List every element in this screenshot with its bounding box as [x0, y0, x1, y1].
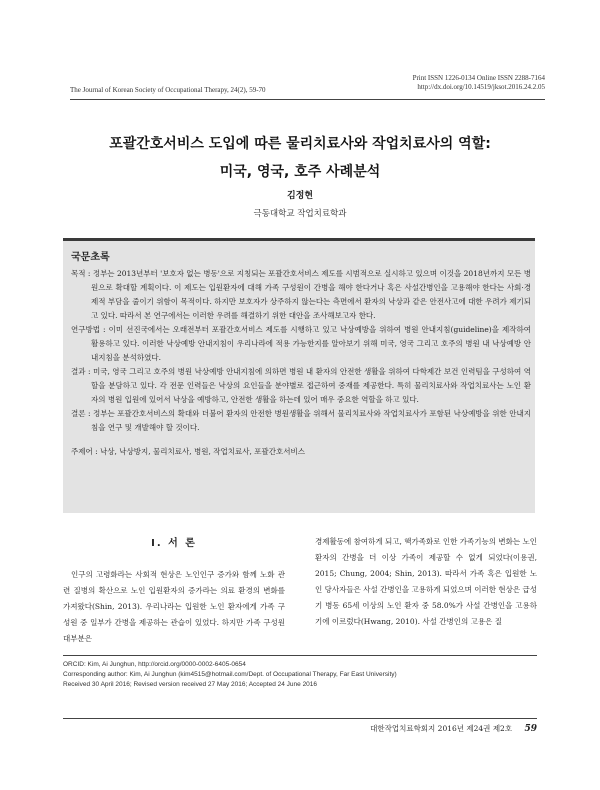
section-heading-introduction: Ⅰ. 서 론 [151, 538, 197, 549]
title-line-2: 미국, 영국, 호주 사례분석 [219, 164, 381, 180]
body-column-right [315, 534, 537, 630]
author-affiliation: 극동대학교 작업치료학과 [253, 209, 347, 219]
abstract-method: 연구방법 : 이미 선진국에서는 오래전부터 포괄간호서비스 제도를 시행하고 있고 낙상예방을 위하여 병원 안내지침(guideline)을 제작하여 활용하고 있다. 이러한 낙상예방 안내지침이 우리나라에 적용 가능한지를 알아보기 위해 미국, 영국 그리고 호주의 병원 내 낙상예방 안내지침을 분석하였다. [71, 325, 531, 362]
author-name: 김정현 [286, 191, 314, 201]
abstract-result: 결과 : 미국, 영국 그리고 호주의 병원 낙상예방 안내지침에 의하면 병원 내 환자의 안전한 생활을 위하여 다학제간 보건 인력팀을 구성하여 역할을 분담하고 있다. 각 전문 인력들은 낙상의 요인들을 분야별로 접근하여 중재를 제공한다. 특히 물리치료사와 작업치료사는 노인 환자의 병원 입원에 있어서 낙상을 예방하고, 안전한 생활을 하는데 있어 매우 중요한 역할을 하고 있다. [71, 367, 531, 404]
footer-journal: 대한작업치료학회지 2016년 제24권 제2호 [370, 724, 513, 733]
abstract-keywords: 주제어 : 낙상, 낙상방지, 물리치료사, 병원, 작업치료사, 포괄간호서비스 [71, 447, 305, 456]
footnote-orcid: ORCID: Kim, Ai Junghun, http://orcid.org/0000-0002-6405-0654 [63, 661, 246, 668]
page-footer [63, 718, 537, 734]
paper-title [60, 130, 540, 186]
korean-abstract-box [63, 238, 535, 513]
title-line-1: 포괄간호서비스 도입에 따른 물리치료사와 작업치료사의 역할: [109, 136, 491, 152]
journal-citation: The Journal of Korean Society of Occupational Therapy, 24(2), 59-70 [70, 86, 266, 94]
header-rule [70, 99, 545, 100]
footnote-corresponding-author: Corresponding author: Kim, Ai Junghun (kim4515@hotmail.com/Dept. of Occupational Therapy, Far East University) [63, 671, 397, 678]
footnote-dates: Received 30 April 2016; Revised version received 27 May 2016; Accepted 24 June 2016 [63, 681, 318, 688]
intro-paragraph-left: 인구의 고령화라는 사회적 현상은 노인인구 증가와 함께 노화 관련 질병의 확산으로 노인 입원환자의 증가라는 의료 환경의 변화를 가져왔다(Shin, 2013). 우리나라는 입원한 노인 환자에게 가족 구성원 중 일부가 간병을 제공하는 관습이 있었다. 하지만 가족 구성원 대부분은 [63, 570, 285, 643]
doi-link[interactable]: http://dx.doi.org/10.14519/jksot.2016.24.2.05 [417, 83, 545, 91]
page-number: 59 [524, 724, 537, 734]
issn-line: Print ISSN 1226-0134 Online ISSN 2288-7164 [412, 74, 545, 82]
footnotes [63, 655, 537, 690]
body-column-left [63, 534, 285, 647]
running-header [70, 74, 545, 100]
issn-doi-block [413, 74, 545, 92]
abstract-conclusion: 결론 : 정부는 포괄간호서비스의 확대와 더불어 환자의 안전한 병원생활을 위해서 물리치료사와 작업치료사가 포함된 낙상예방을 위한 안내지침을 연구 및 개발해야 할 것이다. [71, 409, 531, 432]
intro-paragraph-right: 경제활동에 참여하게 되고, 핵가족화로 인한 가족기능의 변화는 노인 환자의 간병을 더 이상 가족이 제공할 수 없게 되었다(이용권, 2015; Chung, 2004; Shin, 2013). 따라서 가족 혹은 입원한 노인 당사자들은 사설 간병인을 고용하게 되었으며 이러한 현상은 급성기 병동 65세 이상의 노인 환자 중 58.0%가 사설 간병인을 고용하기에 이르렀다(Hwang, 2010). 사설 간병인의 고용은 질 [315, 537, 537, 626]
abstract-heading: 국문초록 [71, 252, 110, 263]
abstract-purpose: 목적 : 정부는 2013년부터 '보호자 없는 병동'으로 지칭되는 포괄간호서비스 제도를 시범적으로 실시하고 있으며 이것을 2018년까지 모든 병원으로 확대할 계획이다. 이 제도는 입원환자에 대해 가족 구성원이 간병을 해야 한다거나 혹은 사설간병인을 고용해야 한다는 사회·경제적 부담을 줄이기 위함이 목적이다. 하지만 보호자가 상주하지 않는다는 측면에서 환자의 낙상과 같은 안전사고에 대한 우려가 제기되고 있다. 따라서 본 연구에서는 이러한 우려를 해결하기 위한 대안을 조사해보고자 한다. [71, 269, 531, 320]
